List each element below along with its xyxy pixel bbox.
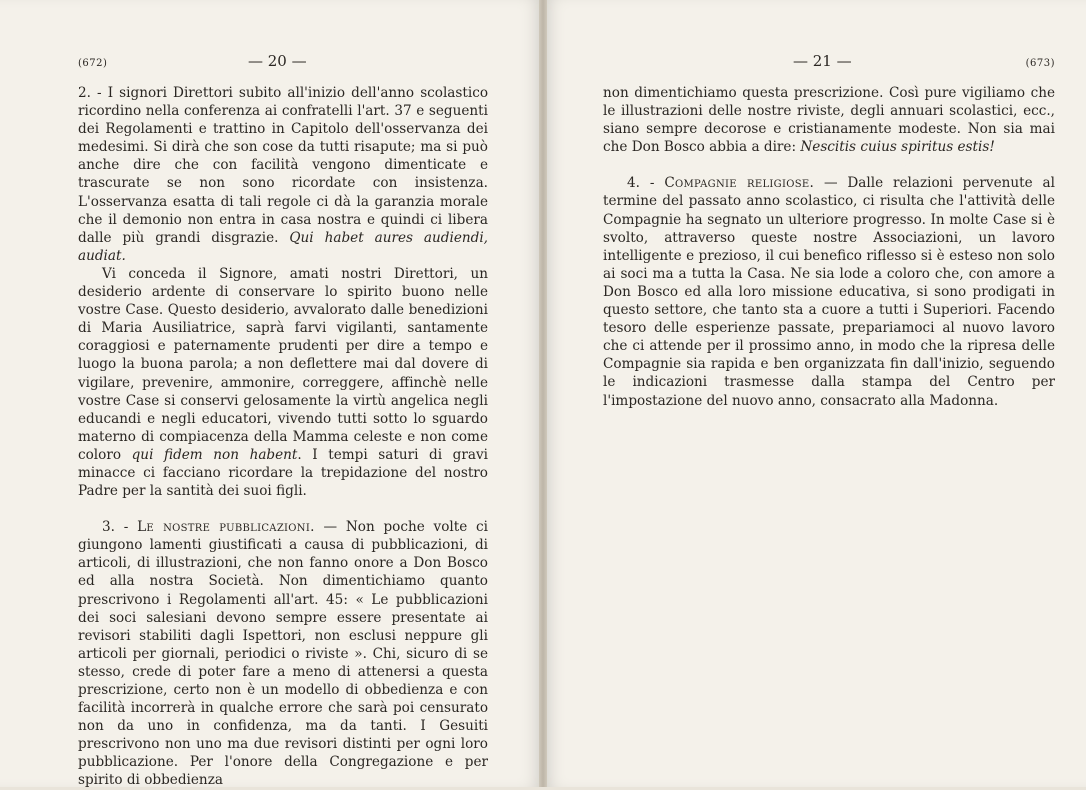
page-number: — 20 —: [248, 52, 307, 70]
paragraph: [78, 265, 488, 500]
section-paragraph: [78, 518, 488, 789]
left-page: [0, 0, 543, 787]
left-page-body: [78, 84, 488, 790]
book-gutter: [539, 0, 547, 787]
right-page-body: [603, 84, 1055, 410]
paragraph: [603, 84, 1055, 156]
latin-quote: Qui habet aures audiendi, audiat.: [78, 229, 488, 264]
paragraph-text: — Dalle relazioni pervenute al termine del passato anno scolastico, ci risulta che l'attività delle Compagnie ha segnato un ulteriore progresso. In molte Case si è svolto, attraverso queste nostre Associazioni, un lavoro intelligente e prezioso, il cui benefico riflesso si è esteso non solo ai soci ma a tutta la Casa. Ne sia lode a coloro che, con amore a Don Bosco ed alla loro missione educativa, si sono prodigati in questo settore, che tanto sta a cuore a tutti i Superiori. Facendo tesoro delle esperienze passate, prepariamoci al nuovo lavoro che ci attende per il prossimo anno, in modo che la ripresa delle Compagnie sia rapida e ben organizzata fin dall'inizio, seguendo le indicazioni trasmesse dalla stampa del Centro per l'impostazione del nuovo anno, consacrato alla Madonna.: [603, 175, 1055, 409]
page-number: — 21 —: [793, 52, 852, 70]
paragraph: [78, 84, 488, 265]
original-page-number: (672): [78, 58, 108, 69]
paragraph-text: . I tempi saturi di gravi minacce ci facciano ricordare la trepidazione del nostro Padre per la santità dei suoi figli.: [78, 446, 488, 500]
right-page-header: [603, 52, 1055, 72]
paragraph-text: Vi conceda il Signore, amati nostri Direttori, un desiderio ardente di conservare lo spirito buono nelle vostre Case. Questo desiderio, avvalorato dalle benedizioni di Maria Ausiliatrice, saprà farvi vigilanti, santamente coraggiosi e paternamente prudenti per dire a tempo e luogo la buona parola; a non deflettere mai dal dovere di vigilare, prevenire, ammonire, correggere, affinchè nelle vostre Case si conservi gelosamente la virtù angelica negli educandi e negli educatori, vivendo tutti sotto lo sguardo materno di compiacenza della Mamma celeste e non come coloro: [78, 265, 488, 463]
section-heading: Compagnie religiose.: [664, 175, 815, 192]
section-paragraph: [603, 174, 1055, 409]
paragraph-text: non dimentichiamo questa prescrizione. Così pure vigiliamo che le illustrazioni delle nostre riviste, degli annuari scolastici, ecc., siano sempre decorose e cristianamente modeste. Non sia mai che Don Bosco abbia a dire:: [603, 85, 1055, 156]
latin-quote: qui fidem non habent: [131, 446, 298, 463]
section-number: 4. -: [627, 175, 665, 192]
paragraph-text: 2. - I signori Direttori subito all'inizio dell'anno scolastico ricordino nella conferenza ai confratelli l'art. 37 e seguenti dei Regolamenti e trattino in Capitolo dell'osservanza dei medesimi. Si dirà che son cose da tutti risapute; ma si può anche dire che con facilità vengono dimenticate e trascurate se non sono ricordate con insistenza. L'osservanza esatta di tali regole ci dà la garanzia morale che il demonio non entra in casa nostra e quindi ci libera dalle più grandi disgrazie.: [78, 85, 488, 246]
latin-quote: Nescitis cuius spiritus estis!: [800, 139, 995, 156]
left-page-header: [78, 52, 488, 72]
section-heading: Le nostre pubblicazioni.: [137, 519, 315, 536]
section-number: 3. -: [102, 519, 138, 536]
original-page-number: (673): [1025, 58, 1055, 69]
paragraph-text: — Non poche volte ci giungono lamenti giustificati a causa di pubblicazioni, di articoli, di illustrazioni, che non fanno onore a Don Bosco ed alla nostra Società. Non dimentichiamo quanto prescrivono i Regolamenti all'art. 45: « Le pubblicazioni dei soci salesiani devono sempre essere presentate ai revisori stabiliti dagli Ispettori, non esclusi neppure gli articoli per giornali, periodici o riviste ». Chi, sicuro di se stesso, crede di poter fare a meno di attenersi a questa prescrizione, certo non è un modello di obbedienza e con facilità incorrerà in qualche errore che sarà poi censurato non da uno in confidenza, ma da tanti. I Gesuiti prescrivono non uno ma due revisori distinti per ogni loro pubblicazione. Per l'onore della Congregazione e per spirito di obbedienza: [78, 519, 488, 789]
right-page: [543, 0, 1086, 787]
